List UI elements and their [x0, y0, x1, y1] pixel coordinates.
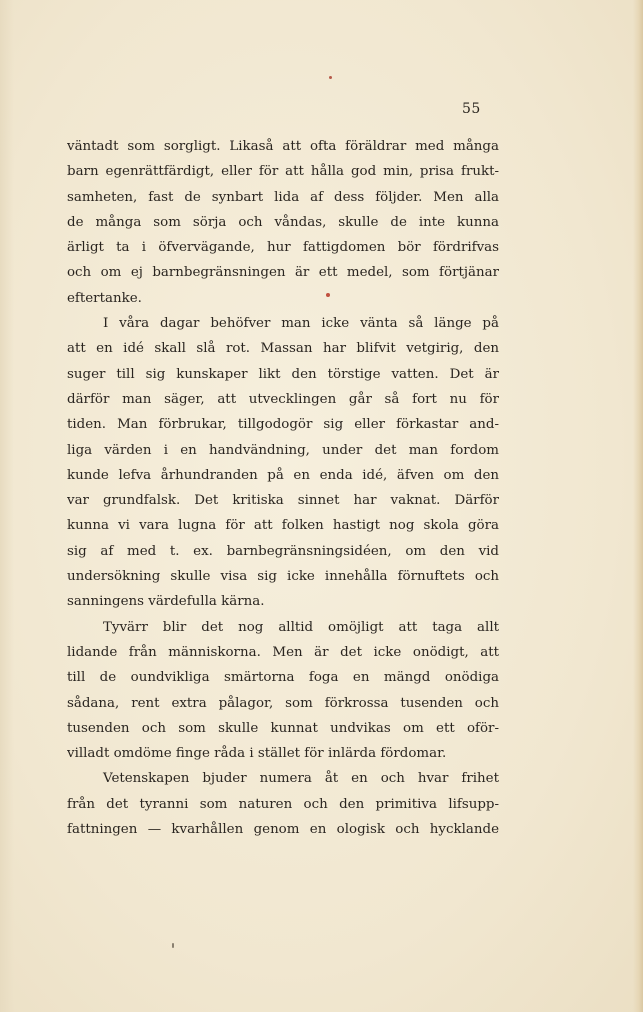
text-line: därför man säger, att utvecklingen går så fort nu för: [67, 391, 499, 407]
text-line: sig af med t. ex. barnbegränsningsidéen, om den vid: [67, 543, 499, 559]
text-line: till de oundvikliga smärtorna foga en mängd onödiga: [67, 670, 499, 686]
text-line: tusenden och som skulle kunnat undvikas om ett oför-: [67, 720, 499, 736]
text-line: de många som sörja och våndas, skulle de inte kunna: [67, 214, 499, 230]
text-line: fattningen — kvarhållen genom en ologisk och hycklande: [67, 822, 499, 838]
paragraph: [67, 134, 499, 311]
page-number: 55: [462, 101, 481, 117]
text-line: Tyvärr blir det nog alltid omöjligt att taga allt: [103, 619, 499, 635]
text-line: barn egenrättfärdigt, eller för att hålla god min, prisa frukt-: [67, 164, 499, 180]
text-line: sanningens värdefulla kärna.: [67, 594, 265, 610]
ink-speck: [329, 76, 332, 79]
text-line: ärligt ta i öfvervägande, hur fattigdomen bör fördrifvas: [67, 240, 499, 256]
text-line: väntadt som sorgligt. Likaså att ofta föräldrar med många: [67, 139, 499, 154]
text-line: tiden. Man förbrukar, tillgodogör sig eller förkastar and-: [67, 417, 499, 433]
text-line: I våra dagar behöfver man icke vänta så länge på: [103, 316, 499, 332]
text-line: sådana, rent extra pålagor, som förkrossa tusenden och: [67, 695, 499, 711]
text-line: kunde lefva århundranden på en enda idé, äfven om den: [67, 467, 499, 483]
ink-speck: [172, 943, 174, 948]
text-line: att en idé skall slå rot. Massan har blifvit vetgirig, den: [67, 341, 499, 357]
text-line: lidande från människorna. Men är det icke onödigt, att: [67, 644, 499, 660]
paragraph: [67, 311, 499, 615]
text-line: undersökning skulle visa sig icke innehålla förnuftets och: [67, 569, 499, 585]
page-gutter-shade: [0, 0, 14, 1012]
body-text: [67, 134, 499, 842]
text-line: suger till sig kunskaper likt den törstige vatten. Det är: [67, 366, 499, 382]
text-line: var grundfalsk. Det kritiska sinnet har vaknat. Därför: [67, 493, 499, 509]
text-line: villadt omdöme finge råda i stället för inlärda fördomar.: [67, 746, 447, 762]
text-line: kunna vi vara lugna för att folken hastigt nog skola göra: [67, 518, 499, 534]
page-edge: [633, 0, 643, 1012]
text-line: från det tyranni som naturen och den primitiva lifsupp-: [67, 796, 499, 812]
text-line: och om ej barnbegränsningen är ett medel, som förtjänar: [67, 265, 499, 281]
text-line: eftertanke.: [67, 290, 142, 306]
text-line: liga värden i en handvändning, under det man fordom: [67, 442, 499, 458]
paragraph: [67, 766, 499, 842]
text-line: samheten, fast de synbart lida af dess följder. Men alla: [67, 189, 499, 205]
paragraph: [67, 615, 499, 767]
text-line: Vetenskapen bjuder numera åt en och hvar frihet: [103, 771, 499, 787]
